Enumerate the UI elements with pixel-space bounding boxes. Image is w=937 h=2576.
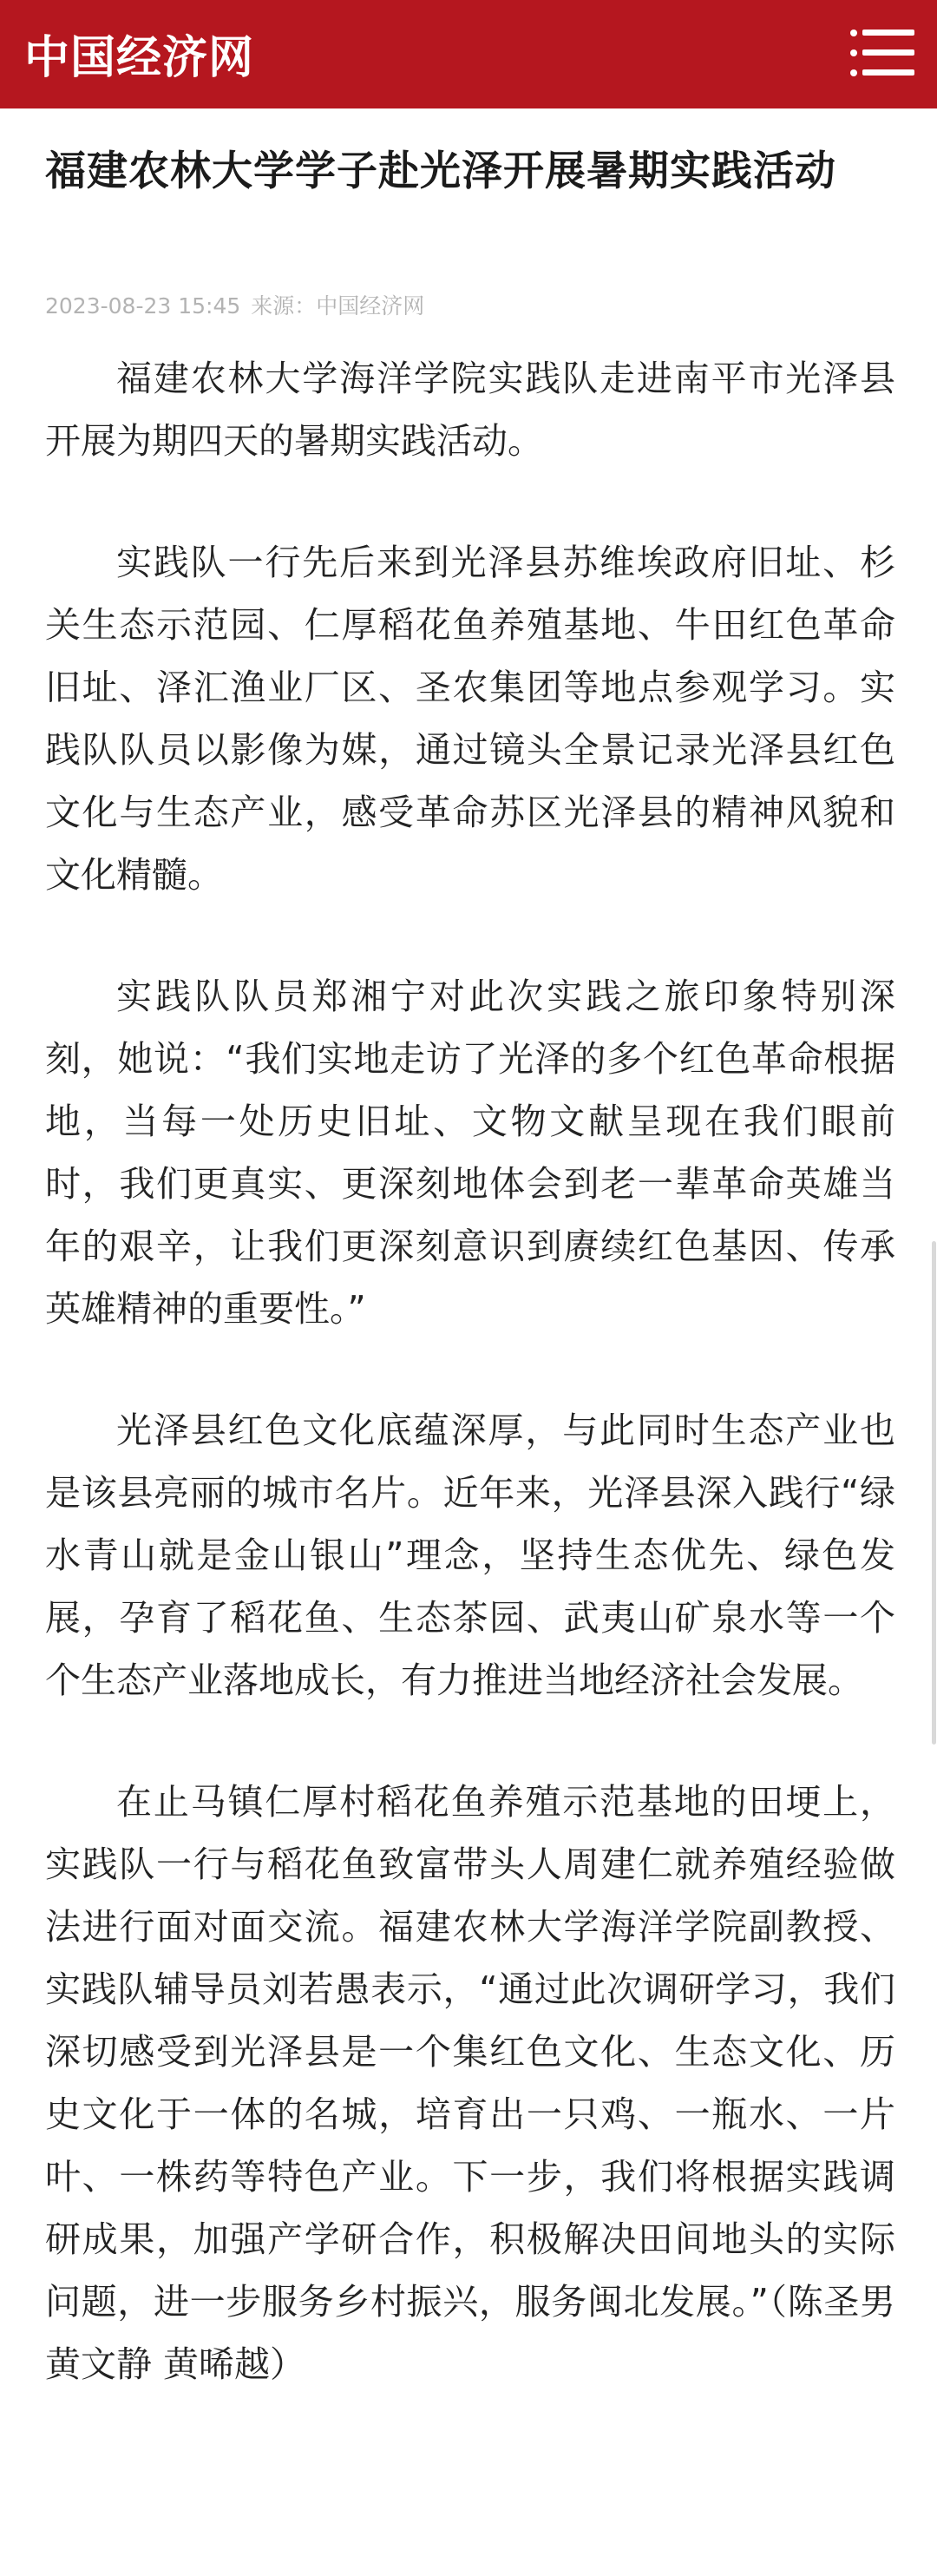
- article-meta: [45, 289, 435, 320]
- article-paragraph: 福建农林大学海洋学院实践队走进南平市光泽县开展为期四天的暑期实践活动。: [45, 358, 895, 462]
- article-date: 2023-08-23 15:45: [45, 293, 241, 319]
- menu-dot: [850, 30, 857, 36]
- site-logo[interactable]: 中国经济网: [24, 30, 255, 84]
- menu-dot: [850, 69, 857, 76]
- scrollbar[interactable]: [932, 1241, 936, 1745]
- hamburger-menu-icon[interactable]: [850, 23, 920, 83]
- article-paragraph: 实践队一行先后来到光泽县苏维埃政府旧址、杉关生态示范园、仁厚稻花鱼养殖基地、牛田红色革命旧址、泽汇渔业厂区、圣农集团等地点参观学习。实践队队员以影像为媒，通过镜头全景记录光泽县红色文化与生态产业，感受革命苏区光泽县的精神风貌和文化精髓。: [45, 542, 895, 896]
- site-header: [0, 0, 937, 108]
- menu-bar: [862, 30, 914, 36]
- menu-dot: [850, 49, 857, 56]
- menu-bar: [862, 69, 914, 76]
- article-paragraph: 在止马镇仁厚村稻花鱼养殖示范基地的田埂上，实践队一行与稻花鱼致富带头人周建仁就养殖经验做法进行面对面交流。福建农林大学海洋学院副教授、实践队辅导员刘若愚表示，“通过此次调研学习，我们深切感受到光泽县是一个集红色文化、生态文化、历史文化于一体的名城，培育出一只鸡、一瓶水、一片叶、一株药等特色产业。下一步，我们将根据实践调研成果，加强产学研合作，积极解决田间地头的实际问题，进一步服务乡村振兴，服务闽北发展。”（陈圣男 黄文静 黄晞越）: [45, 1781, 895, 2385]
- article-paragraph: 光泽县红色文化底蕴深厚，与此同时生态产业也是该县亮丽的城市名片。近年来，光泽县深入践行“绿水青山就是金山银山”理念，坚持生态优先、绿色发展，孕育了稻花鱼、生态茶园、武夷山矿泉水等一个个生态产业落地成长，有力推进当地经济社会发展。: [45, 1410, 895, 1701]
- article-body: [45, 347, 895, 2454]
- article-title: 福建农林大学学子赴光泽开展暑期实践活动: [45, 148, 836, 195]
- article-paragraph: 实践队队员郑湘宁对此次实践之旅印象特别深刻，她说：“我们实地走访了光泽的多个红色革命根据地，当每一处历史旧址、文物文献呈现在我们眼前时，我们更真实、更深刻地体会到老一辈革命英雄当年的艰辛，让我们更深刻意识到赓续红色基因、传承英雄精神的重要性。”: [45, 976, 895, 1330]
- menu-bar: [862, 49, 914, 56]
- article-source: 来源：中国经济网: [251, 293, 425, 319]
